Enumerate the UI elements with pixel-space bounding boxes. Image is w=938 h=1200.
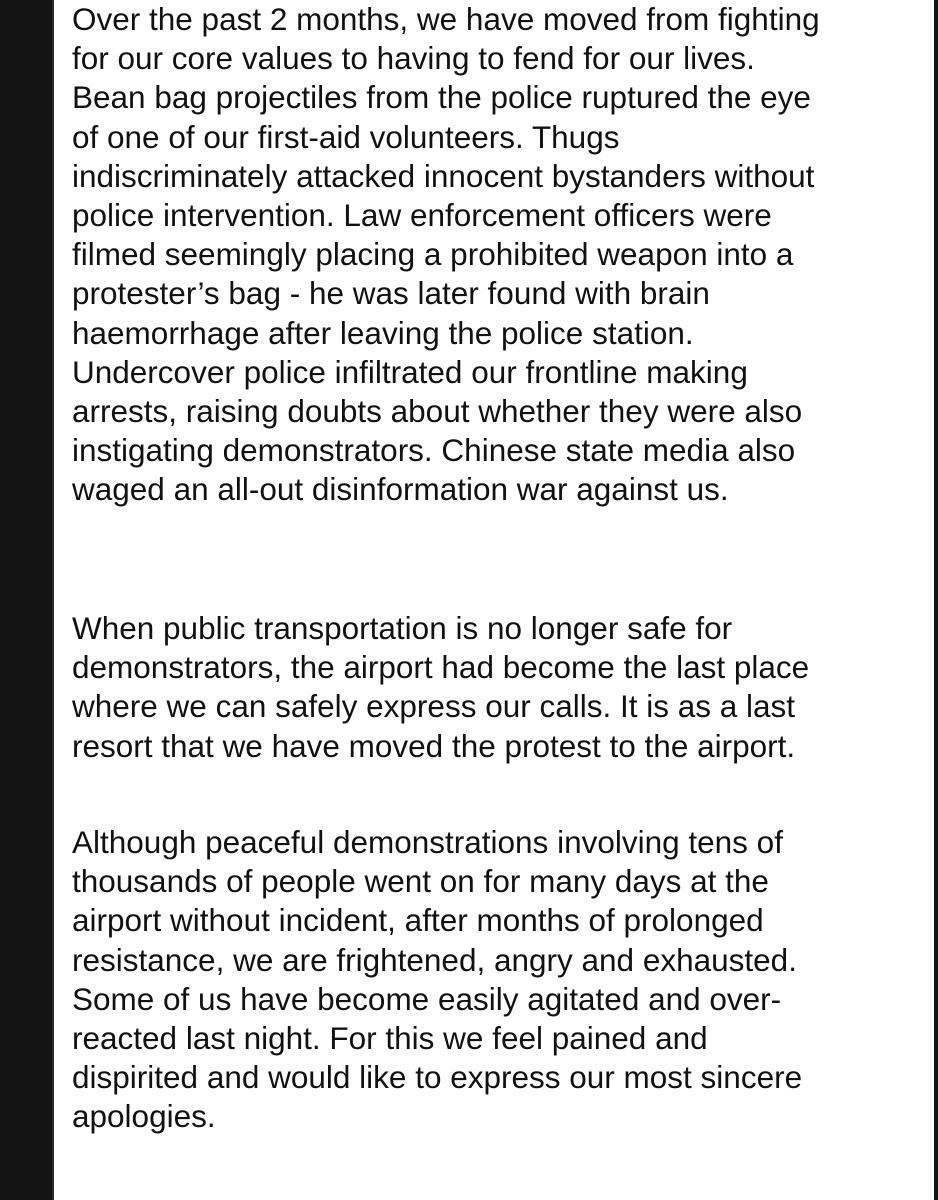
text-line: Although peaceful demonstrations involving tens of xyxy=(72,824,783,860)
text-line: waged an all-out disinformation war against us. xyxy=(72,471,729,508)
text-line: for our core values to having to fend for our lives. xyxy=(72,40,755,77)
paragraph-1 xyxy=(72,0,820,510)
paragraph-2 xyxy=(72,609,809,766)
right-dark-margin xyxy=(934,0,938,1200)
text-line: of one of our first-aid volunteers. Thugs xyxy=(72,118,620,155)
text-line: Some of us have become easily agitated and over- xyxy=(72,980,782,1017)
text-line: thousands of people went on for many days at the xyxy=(72,863,769,900)
paragraph-3 xyxy=(72,823,802,1137)
text-line: apologies. xyxy=(72,1098,216,1135)
text-line: Bean bag projectiles from the police ruptured the eye xyxy=(72,79,811,116)
text-line: protester’s bag - he was later found with brain xyxy=(72,275,710,312)
text-line: When public transportation is no longer safe for xyxy=(72,610,733,646)
document-page xyxy=(52,0,934,1200)
text-line: resistance, we are frightened, angry and exhausted. xyxy=(72,941,797,978)
text-line: Undercover police infiltrated our frontline making xyxy=(72,353,748,390)
text-line: indiscriminately attacked innocent bystanders without xyxy=(72,157,815,194)
text-line: demonstrators, the airport had become the last place xyxy=(72,649,810,686)
text-line: reacted last night. For this we feel pained and xyxy=(72,1020,708,1057)
left-dark-margin xyxy=(0,0,52,1200)
text-line: filmed seemingly placing a prohibited weapon into a xyxy=(72,236,794,273)
text-line: dispirited and would like to express our most sincere xyxy=(72,1059,803,1096)
text-line: resort that we have moved the protest to the airport. xyxy=(72,727,796,764)
text-line: police intervention. Law enforcement officers were xyxy=(72,197,772,234)
text-line: instigating demonstrators. Chinese state media also xyxy=(72,432,796,469)
text-line: haemorrhage after leaving the police station. xyxy=(72,314,694,351)
text-line: airport without incident, after months of prolonged xyxy=(72,902,764,939)
text-line: Over the past 2 months, we have moved from fighting xyxy=(72,1,820,37)
text-line: arrests, raising doubts about whether they were also xyxy=(72,393,803,430)
text-line: where we can safely express our calls. It is as a last xyxy=(72,688,796,725)
